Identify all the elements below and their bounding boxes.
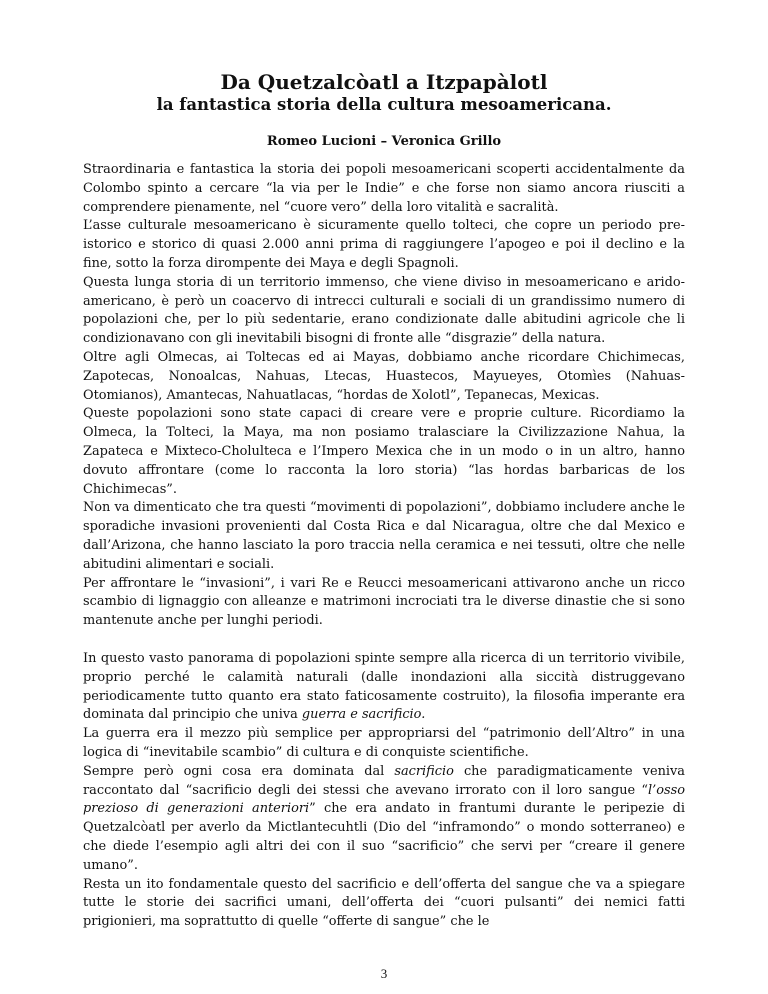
body-section-2 (83, 650, 685, 932)
paragraph: L’asse culturale mesoamericano è sicuramente quello tolteci, che copre un periodo pre-istorico e storico di quasi 2.000 anni prima di raggiungere l’apogeo e poi il declino e la fine, sotto la forza dirompente dei Maya e degli Spagnoli. (83, 218, 685, 271)
paragraph: Non va dimenticato che tra questi “movimenti di popolazioni”, dobbiamo includere anche le sporadiche invasioni provenienti dal Costa Rica e dal Nicaragua, oltre che dal Mexico e dall’Arizona, che hanno lasciato la poro traccia nella ceramica e nei tessuti, oltre che nelle abitudini alimentari e sociali. (83, 500, 685, 572)
paragraph (83, 650, 685, 725)
body-section-1 (83, 161, 685, 631)
paragraph (83, 763, 685, 876)
paragraph: Questa lunga storia di un territorio immenso, che viene diviso in mesoamericano e arido-americano, è però un coacervo di intrecci culturali e sociali di un grandissimo numero di popolazioni che, per lo più sedentarie, erano condizionate dalle abitudini agricole che li condizionavano con gli inevitabili bisogni di fronte alle “disgrazie” della natura. (83, 274, 685, 347)
paragraph: La guerra era il mezzo più semplice per appropriarsi del “patrimonio dell’Altro” in una logica di “inevitabile scambio” di cultura e di conquiste scientifiche. (83, 726, 685, 760)
paragraph-text: che paradigmaticamente veniva raccontato dal “sacrificio degli dei stessi che avevano irrorato con il loro sangue “ (83, 763, 685, 798)
paragraph: Oltre agli Olmecas, ai Toltecas ed ai Mayas, dobbiamo anche ricordare Chichimecas, Zapotecas, Nonoalcas, Nahuas, Ltecas, Huastecos, Mayueyes, Otomìes (Nahuas-Otomianos), Amantecas, Nahuatlacas, “hordas de Xolotl”, Tepanecas, Mexicas. (83, 349, 685, 403)
paragraph: Queste popolazioni sono state capaci di creare vere e proprie culture. Ricordiamo la Olmeca, la Tolteci, la Maya, ma non posiamo tralasciare la Civilizzazione Nahua, la Zapateca e Mixteco-Cholulteca e l’Impero Mexica che in un modo o in un altro, hanno dovuto affrontare (come lo racconta la loro storia) “las hordas barbaricas de los Chichimecas”. (83, 406, 685, 497)
italic-phrase: sacrificio (394, 763, 454, 779)
page-number: 3 (380, 966, 388, 981)
italic-phrase: l’osso prezioso di generazioni anteriori (83, 782, 685, 817)
document-subtitle: la fantastica storia della cultura mesoamericana. (156, 95, 612, 114)
document-page (83, 0, 685, 994)
paragraph: Per affrontare le “invasioni”, i vari Re e Reucci mesoamericani attivarono anche un ricco scambio di lignaggio con alleanze e matrimoni incrociati tra le diverse dinastie che si sono mantenute anche per lunghi periodi. (83, 575, 685, 629)
paragraph-text: ” che era andato in frantumi durante le peripezie di Quetzalcòatl per averlo da Mictlantecuhtli (Dio del “inframondo” o mondo sotterraneo) e che diede l’esempio agli altri dei con il suo “sacrificio” che servi per “creare il genere umano”. (83, 801, 685, 873)
paragraph: Straordinaria e fantastica la storia dei popoli mesoamericani scoperti accidentalmente da Colombo spinto a cercare “la via per le Indie” e che forse non siamo ancora riusciti a comprendere pienamente, nel “cuore vero” della loro vitalità e sacralità. (83, 162, 685, 215)
document-title: Da Quetzalcòatl a Itzpapàlotl (220, 70, 548, 94)
paragraph: Resta un ito fondamentale questo del sacrificio e dell’offerta del sangue che va a spiegare tutte le storie dei sacrifici umani, dell’offerta dei “cuori pulsanti” dei nemici fatti prigionieri, ma soprattutto di quelle “offerte di sangue” che le (83, 876, 685, 930)
italic-phrase: guerra e sacrificio. (301, 707, 426, 723)
document-authors: Romeo Lucioni – Veronica Grillo (266, 134, 502, 149)
paragraph-text: Sempre però ogni cosa era dominata dal (83, 763, 395, 779)
paragraph-text: In questo vasto panorama di popolazioni spinte sempre alla ricerca di un territorio vivibile, proprio perché le calamità naturali (dalle inondazioni alla siccità distruggevano periodicamente tutto quanto era stato faticosamente costruito), la filosofia imperante era dominata dal principio che univa (83, 651, 685, 723)
